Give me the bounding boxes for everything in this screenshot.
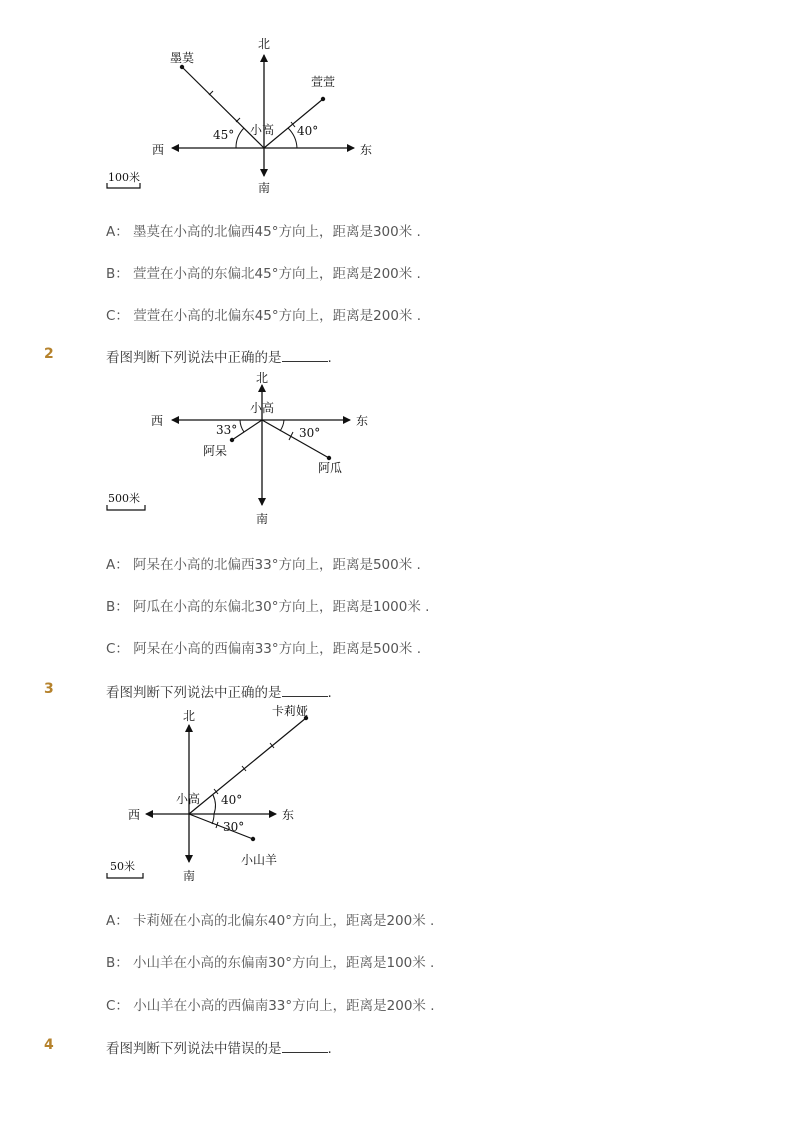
- angle-label: 40°: [221, 793, 243, 807]
- question-number: 3: [44, 681, 54, 697]
- option-c[interactable]: C： 阿呆在小高的西偏南33°方向上，距离是500米 .: [106, 641, 421, 657]
- angle-label: 45°: [213, 128, 235, 142]
- point-label: 卡莉娅: [272, 704, 309, 718]
- option-a[interactable]: A： 卡莉娅在小高的北偏东40°方向上，距离是200米 .: [106, 913, 435, 929]
- question-number: 4: [44, 1037, 54, 1053]
- point-label: 阿呆: [203, 444, 228, 458]
- question-prompt: 看图判断下列说法中错误的是: [106, 1041, 282, 1057]
- west-label: 西: [152, 143, 165, 157]
- question-prompt: 看图判断下列说法中正确的是: [106, 350, 282, 366]
- option-c[interactable]: C： 小山羊在小高的西偏南33°方向上，距离是200米 .: [106, 998, 435, 1014]
- south-label: 南: [183, 869, 196, 883]
- angle-label: 30°: [299, 426, 321, 440]
- question-number: 2: [44, 346, 54, 362]
- option-b[interactable]: B： 小山羊在小高的东偏南30°方向上，距离是100米 .: [106, 955, 435, 971]
- north-label: 北: [256, 371, 269, 385]
- south-label: 南: [256, 512, 269, 526]
- question-suffix: .: [327, 685, 332, 701]
- point-label: 小山羊: [241, 853, 278, 867]
- question-text: [106, 1037, 332, 1057]
- center-label: 小高: [250, 401, 275, 415]
- center-label: 小高: [250, 123, 275, 137]
- point-label: 阿瓜: [318, 461, 343, 475]
- option-b[interactable]: B： 阿瓜在小高的东偏北30°方向上，距离是1000米 .: [106, 599, 430, 615]
- east-label: 东: [282, 808, 295, 822]
- west-label: 西: [151, 414, 164, 428]
- compass-figure-2: [0, 370, 800, 530]
- compass-figure-3: [0, 700, 800, 890]
- question-suffix: .: [327, 350, 332, 366]
- answer-blank: [282, 1040, 328, 1053]
- question-text: [106, 346, 332, 366]
- option-b[interactable]: B： 萱萱在小高的东偏北45°方向上，距离是200米 .: [106, 266, 421, 282]
- question-prompt: 看图判断下列说法中正确的是: [106, 685, 282, 701]
- option-c[interactable]: C： 萱萱在小高的北偏东45°方向上，距离是200米 .: [106, 308, 421, 324]
- question-suffix: .: [327, 1041, 332, 1057]
- east-label: 东: [360, 143, 373, 157]
- compass-figure-1: [0, 0, 800, 200]
- north-label: 北: [183, 709, 196, 723]
- scale-label: 50米: [110, 860, 135, 873]
- scale-label: 500米: [108, 492, 140, 505]
- answer-blank: [282, 684, 328, 697]
- option-a[interactable]: A： 阿呆在小高的北偏西33°方向上，距离是500米 .: [106, 557, 421, 573]
- angle-label: 40°: [297, 124, 319, 138]
- angle-label: 30°: [223, 820, 245, 834]
- point-label: 墨莫: [170, 51, 195, 65]
- south-label: 南: [258, 181, 271, 195]
- angle-label: 33°: [216, 423, 238, 437]
- scale-label: 100米: [108, 171, 140, 184]
- answer-blank: [282, 349, 328, 362]
- point-label: 萱萱: [311, 75, 336, 89]
- question-text: [106, 681, 332, 701]
- west-label: 西: [128, 808, 141, 822]
- north-label: 北: [258, 37, 271, 51]
- east-label: 东: [356, 414, 369, 428]
- center-label: 小高: [176, 792, 201, 806]
- option-a[interactable]: A： 墨莫在小高的北偏西45°方向上，距离是300米 .: [106, 224, 421, 240]
